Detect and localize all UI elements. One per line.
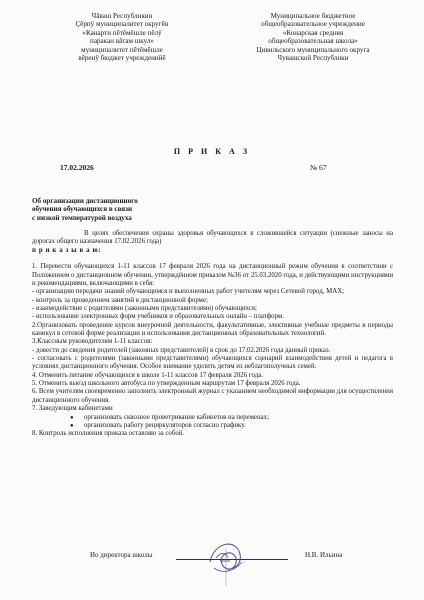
- header-line: Чувашской Республики: [277, 54, 349, 63]
- order-item: - контроль за проведением занятий в дистанционной форме;: [32, 296, 208, 304]
- header-line: общеобразовательная школа»: [268, 37, 358, 46]
- handwritten-signature: [196, 528, 256, 594]
- header-line: Çĕрпÿ муниципалитет округĕн: [75, 20, 169, 29]
- order-item: 7. Заведующим кабинетами: [32, 405, 113, 413]
- header-line: Цивильского муниципального округа: [256, 45, 370, 54]
- bullet-item: [32, 422, 393, 430]
- header-line: муниципалитет пĕтĕмĕшле: [81, 45, 163, 54]
- subject-line: с низкой температурой воздуха: [32, 213, 132, 222]
- order-item: 2.Организовать проведение курсов внеурочной деятельности, факультативные, элективные учебные предметы в периоды каникул в сетевой форме реализации и использования дистанционных образовательных технологий.: [32, 321, 393, 338]
- order-item: 1. Перевести обучающихся 1-11 классов 17 февраля 2026 года на дистанционный режим обучения в соответствии с Положением о дистанционном обучении, утверждённом приказом №36 от 25.03.2020 года, и действующими инструкциями и рекомендациями, включающими в себя:: [32, 263, 393, 288]
- order-date: 17.02.2026: [60, 163, 94, 172]
- intro-paragraph: В целях обеспечения охраны здоровья обучающихся в сложившейся ситуации (снежные заносы на дорогах общего назначения 17.02.2026 года): [32, 230, 393, 246]
- subject-line: обучения обучающихся в связи: [32, 205, 133, 214]
- header-line: «Конарская средняя: [282, 28, 344, 37]
- order-item: - довести до сведения родителей (законных представителей) в срок до 17.02.2026 года данный приказ.: [32, 346, 331, 354]
- order-item: 5. Отменить выезд школьного автобуса по утвержденным маршрутам 17 февраля 2026 года.: [32, 380, 301, 388]
- order-word: п р и к а з ы в а ю:: [32, 246, 102, 254]
- header-chuvash-block: [52, 12, 192, 62]
- order-item: - использование электронных форм учебников и образовательных онлайн – платформ.: [32, 313, 284, 321]
- order-item: 4. Отменить питание обучающихся в школе 1-11 классов 17 февраля 2026 года.: [32, 371, 263, 379]
- bullet-dot-icon: ●: [70, 414, 74, 421]
- header-russian-block: [238, 12, 388, 62]
- header-line: Чăваш Республикин: [91, 12, 153, 20]
- header-line: общеобразовательное учреждение: [261, 20, 365, 29]
- bullet-text: организовать работу рециркуляторов согласно графику.: [84, 421, 246, 429]
- bullet-text: организовать сквозное проветривание кабинетов на переменах;: [84, 413, 269, 421]
- header-line: вĕренÿ бюджет учрежденийĕ: [78, 54, 166, 63]
- order-body: [32, 230, 393, 439]
- order-item: 6. Всем учителям своевременно заполнить электронный журнал с указанием необходимой информации для осуществления дистанционного обучения.: [32, 388, 393, 404]
- signature-name: Н.В. Ильина: [305, 551, 343, 559]
- header-line: паракан вăтам шкул»: [90, 37, 154, 46]
- order-item: 8. Контроль исполнения приказа оставляю за собой.: [32, 430, 185, 438]
- subject-line: Об организации дистанционного: [32, 197, 138, 205]
- bullet-item: [32, 414, 393, 422]
- order-subject: [32, 197, 282, 222]
- order-number: № 67: [310, 163, 327, 172]
- bullet-dot-icon: ●: [70, 422, 74, 429]
- order-item: - организацию передачи знаний обучающимся и выполненных работ учителям через Сетевой город, МАХ;: [32, 288, 345, 296]
- header-line: «Канарти пĕтĕмĕшле пĕлÿ: [82, 28, 162, 37]
- document-title: П Р И К А З: [173, 147, 251, 156]
- order-item: 3.Классным руководителям 1-11 классов:: [32, 338, 153, 346]
- signature-role: Ио директора школы: [90, 551, 153, 559]
- header-line: Муниципальное бюджетное: [270, 12, 356, 20]
- order-item: - взаимодействие с родителями (законными представителями) обучающихся;: [32, 305, 257, 313]
- order-item: - согласовать с родителями (законными представителями) обучающихся сценарий взаимодействия детей и педагога в условиях дистанционного обучения. Особое внимание уделить детям из неблагополучных семей.: [32, 355, 393, 371]
